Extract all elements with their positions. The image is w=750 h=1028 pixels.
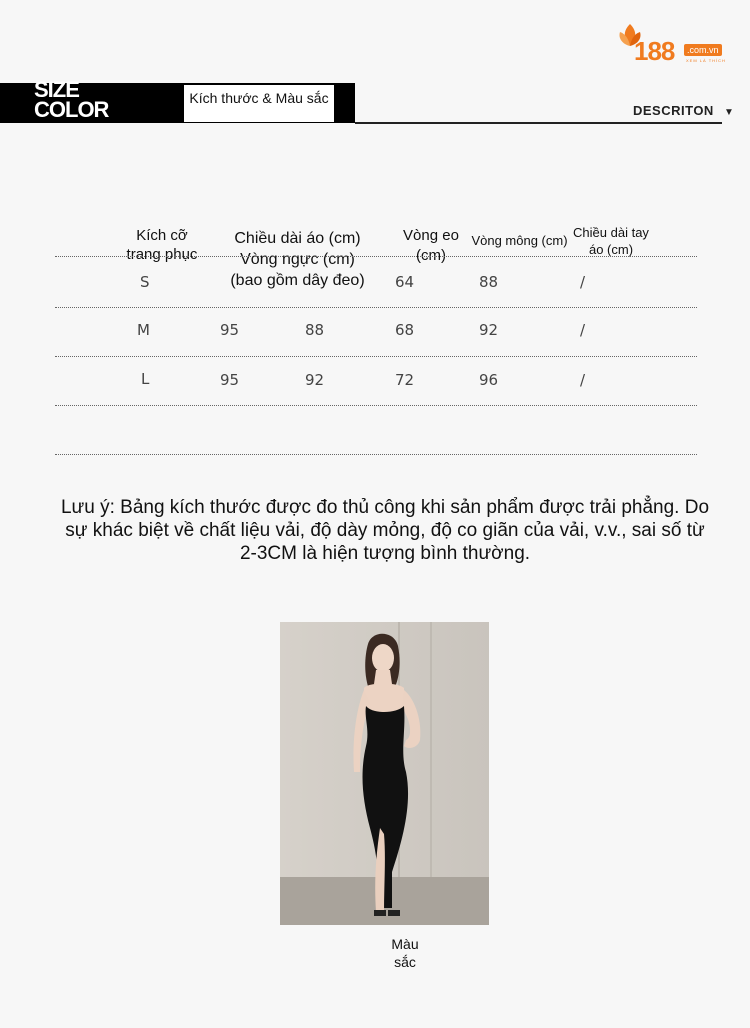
description-label[interactable] xyxy=(633,103,734,118)
table-rule xyxy=(55,256,697,257)
brand-logo[interactable] xyxy=(618,22,733,68)
table-rule xyxy=(55,356,697,357)
cell-size: S xyxy=(140,273,150,291)
header-length: Chiều dài áo (cm) xyxy=(234,230,361,247)
header-size: Kích cỡ trang phục xyxy=(126,227,198,263)
cell-size: M xyxy=(137,321,150,339)
logo-number: 188 xyxy=(634,36,675,66)
cell-sleeve: / xyxy=(580,273,586,291)
cell-length: 95 xyxy=(220,371,240,389)
cell-hip: 92 xyxy=(479,321,499,339)
triangle-down-icon: ▼ xyxy=(723,107,735,118)
cell-sleeve: / xyxy=(580,371,586,389)
cell-waist: 64 xyxy=(395,273,415,291)
logo-tagline: XEM LÀ THÍCH xyxy=(686,58,726,63)
size-color-banner xyxy=(0,77,355,123)
banner-title-line2: COLOR xyxy=(34,97,109,122)
logo-domain: .com.vn xyxy=(684,44,722,56)
header-waist: Vòng eo (cm) xyxy=(403,227,459,264)
model-illustration xyxy=(280,622,489,925)
banner-label: Kích thước & Màu sắc xyxy=(189,90,329,106)
header-rule xyxy=(355,122,722,124)
cell-sleeve: / xyxy=(580,321,586,339)
cell-waist: 68 xyxy=(395,321,415,339)
header-bust-note: (bao gồm dây đeo) xyxy=(230,272,365,289)
cell-waist: 72 xyxy=(395,371,415,389)
table-rule xyxy=(55,405,697,406)
header-sleeve: Chiều dài tay áo (cm) xyxy=(573,225,649,257)
header-bust: Vòng ngực (cm) xyxy=(240,251,355,268)
cell-bust: 88 xyxy=(305,321,325,339)
cell-length: 95 xyxy=(220,321,240,339)
cell-bust: 92 xyxy=(305,371,325,389)
photo-caption: Màu sắc xyxy=(391,936,419,970)
cell-hip: 88 xyxy=(479,273,499,291)
header-hip: Vòng mông (cm) xyxy=(471,233,568,248)
cell-size: L xyxy=(141,370,150,388)
table-rule xyxy=(55,454,697,455)
description-text: DESCRITON xyxy=(633,103,714,118)
measurement-note: Lưu ý: Bảng kích thước được đo thủ công khi sản phẩm được trải phẳng. Do sự khác biệt về chất liệu vải, độ dày mỏng, độ co giãn của vải, v.v., sai số từ 2-3CM là hiện tượng bình thường. xyxy=(60,497,710,564)
banner-title-line1: SIZE xyxy=(34,77,79,102)
table-rule xyxy=(55,307,697,308)
banner-title xyxy=(34,77,109,122)
cell-hip: 96 xyxy=(479,371,499,389)
product-photo[interactable] xyxy=(280,622,489,925)
